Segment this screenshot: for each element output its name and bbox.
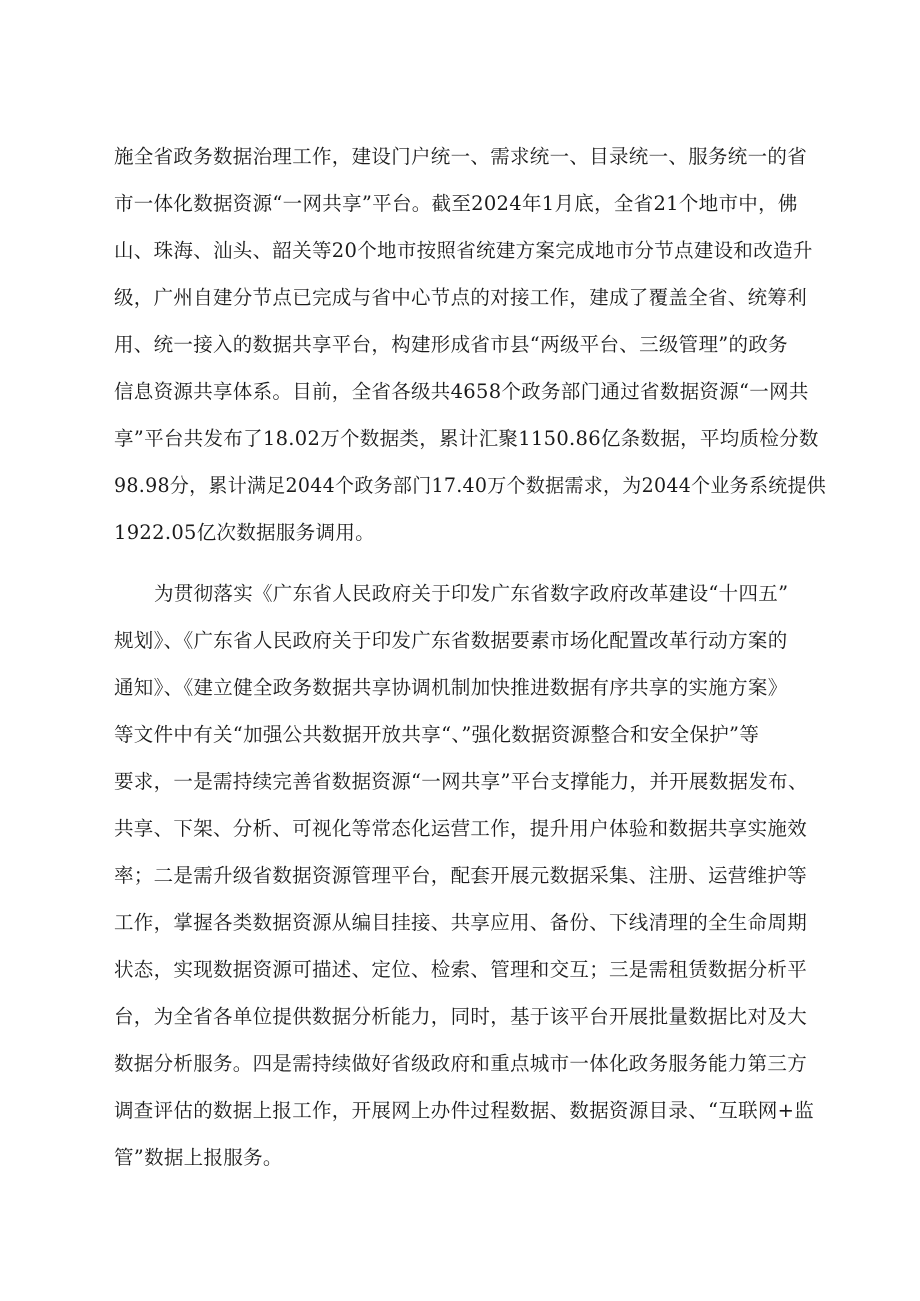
text-line: 用、统一接入的数据共享平台，构建形成省市县“两级平台、三级管理”的政务 (114, 333, 788, 356)
text-line: 通知》、《建立健全政务数据共享协调机制加快推进数据有序共享的实施方案》 (114, 676, 788, 699)
text-line: 状态，实现数据资源可描述、定位、检索、管理和交互；三是需租赁数据分析平 (114, 958, 808, 981)
text-line: 调查评估的数据上报工作，开展网上办件过程数据、数据资源目录、“互联网+监 (114, 1099, 815, 1122)
text-line: 规划》、《广东省人民政府关于印发广东省数据要素市场化配置改革行动方案的 (114, 629, 788, 652)
text-line: 等文件中有关“加强公共数据开放共享“、”强化数据资源整合和安全保护”等 (114, 723, 760, 746)
text-line: 工作，掌握各类数据资源从编目挂接、共享应用、备份、下线清理的全生命周期 (114, 911, 808, 934)
text-line: 要求，一是需持续完善省数据资源“一网共享”平台支撑能力，并开展数据发布、 (114, 770, 808, 793)
text-line: 信息资源共享体系。目前，全省各级共4658个政务部门通过省数据资源“一网共 (114, 380, 809, 403)
text-line: 数据分析服务。四是需持续做好省级政府和重点城市一体化政务服务能力第三方 (114, 1052, 808, 1075)
text-line: 1922.05亿次数据服务调用。 (114, 521, 375, 544)
text-line: 台，为全省各单位提供数据分析能力，同时，基于该平台开展批量数据比对及大 (114, 1005, 808, 1028)
text-line: 98.98分，累计满足2044个政务部门17.40万个数据需求，为2044个业务系统提供 (114, 474, 827, 497)
text-line: 管”数据上报服务。 (114, 1146, 283, 1169)
text-line: 享”平台共发布了18.02万个数据类，累计汇聚1150.86亿条数据，平均质检分数 (114, 427, 819, 450)
text-line: 山、珠海、汕头、韶关等20个地市按照省统建方案完成地市分节点建设和改造升 (114, 239, 813, 262)
text-line: 市一体化数据资源“一网共享”平台。截至2024年1月底，全省21个地市中，佛 (114, 192, 798, 215)
text-line: 级，广州自建分节点已完成与省中心节点的对接工作，建成了覆盖全省、统筹利 (114, 286, 808, 309)
text-line: 为贯彻落实《广东省人民政府关于印发广东省数字政府改革建设“十四五” (154, 582, 789, 605)
text-line: 施全省政务数据治理工作，建设门户统一、需求统一、目录统一、服务统一的省 (114, 145, 808, 168)
text-line: 率；二是需升级省数据资源管理平台，配套开展元数据采集、注册、运营维护等 (114, 864, 808, 887)
text-line: 共享、下架、分析、可视化等常态化运营工作，提升用户体验和数据共享实施效 (114, 817, 808, 840)
